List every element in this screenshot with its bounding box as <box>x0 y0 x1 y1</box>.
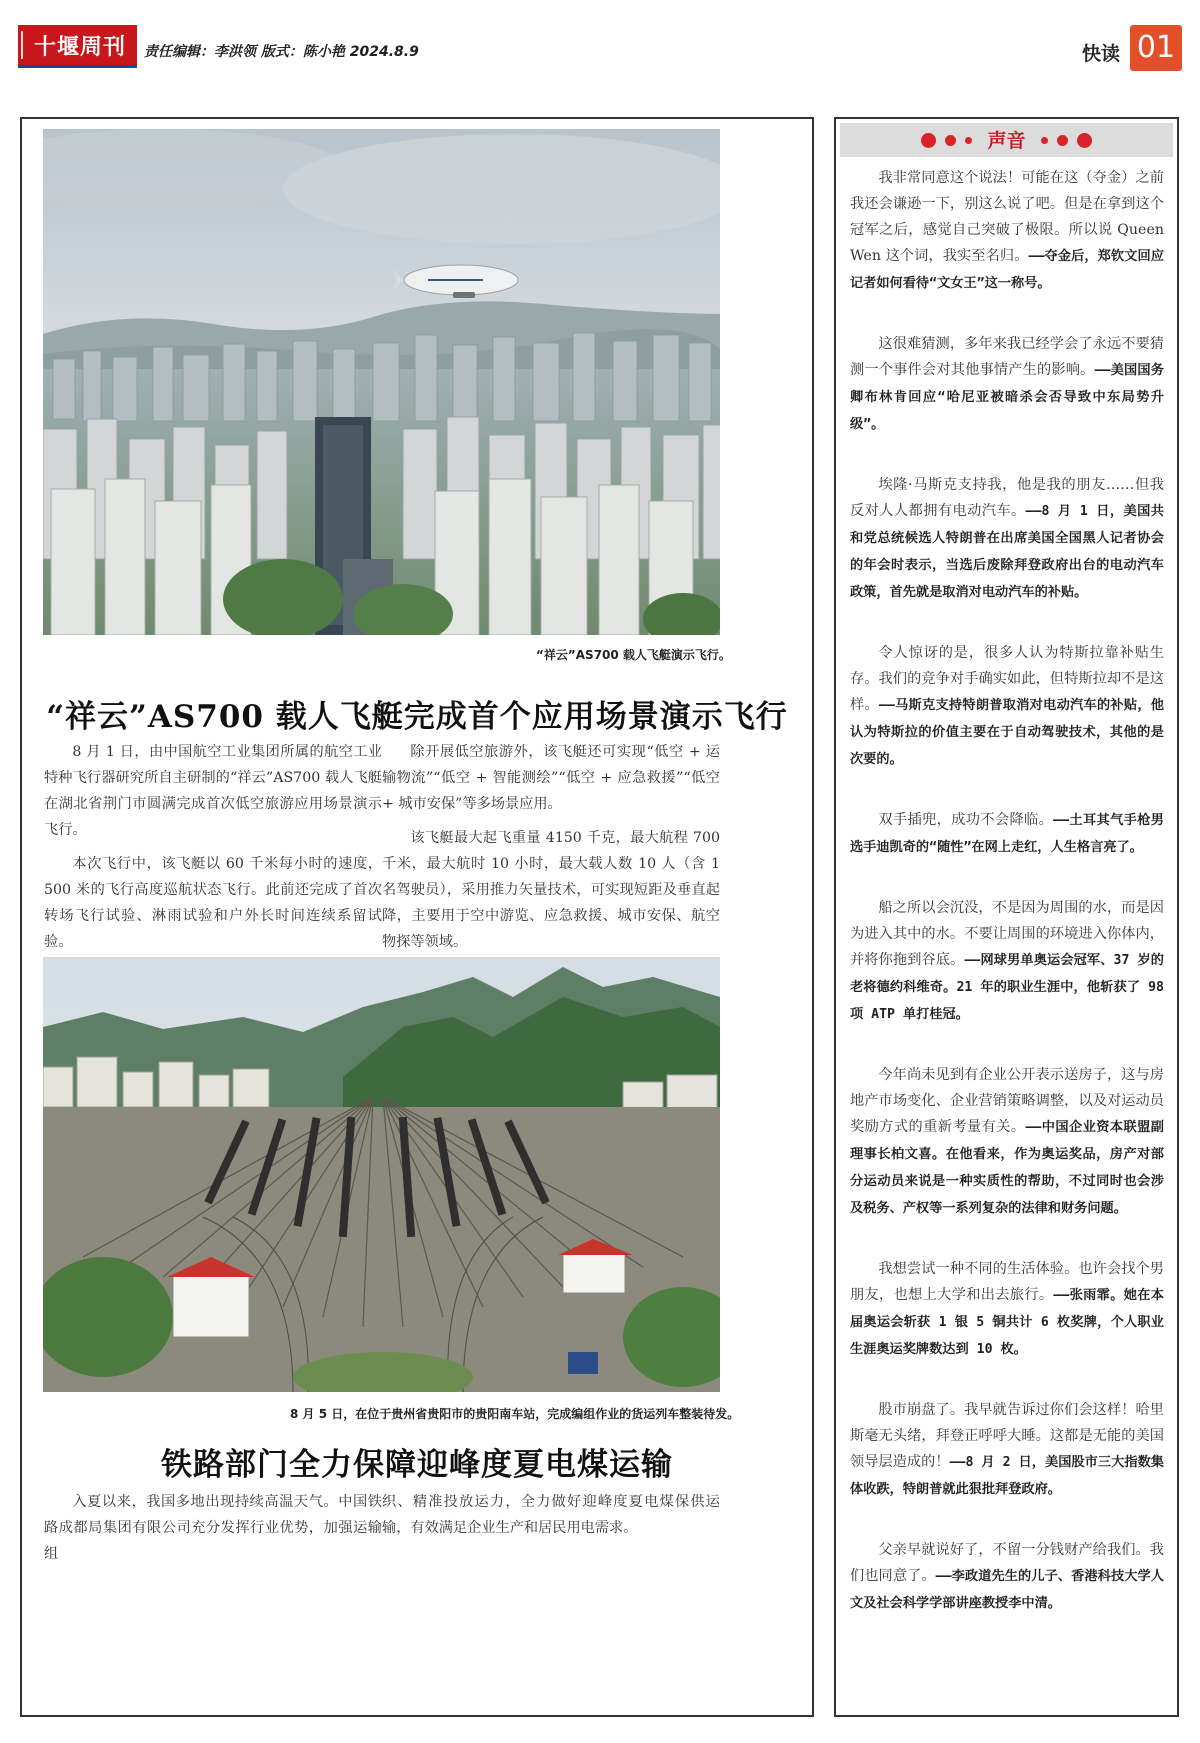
railway-yard-photo <box>43 957 720 1392</box>
airship-city-photo <box>43 129 720 635</box>
article2-body <box>44 1489 720 1567</box>
quote-source: ——中国企业资本联盟副理事长柏文喜。在他看来，作为奥运奖品，房产对部分运动员来说是一种实质性的帮助，不过同时也会涉及税务、产权等一系列复杂的法律和财务问题。 <box>850 1120 1164 1216</box>
article1-column-right <box>382 739 720 955</box>
quote-text: 今年尚未见到有企业公开表示送房子，这与房地产市场变化、企业营销策略调整，以及对运动员奖励方式的重新考量有关。 <box>850 1067 1164 1135</box>
quote-item <box>850 331 1164 438</box>
voices-section-bar <box>840 123 1173 157</box>
article1-title: “祥云”AS700 载人飞艇完成首个应用场景演示飞行 <box>46 699 788 735</box>
quote-source: ——8 月 2 日，美国股市三大指数集体收跌，特朗普就此狠批拜登政府。 <box>850 1455 1164 1497</box>
quote-source: ——马斯克支持特朗普取消对电动汽车的补贴，他认为特斯拉的价值主要在于自动驾驶技术，其他的是次要的。 <box>850 698 1164 767</box>
quote-item <box>850 895 1164 1028</box>
article2-paragraph: 织、精准投放运力，全力做好迎峰度夏电煤保供运输，有效满足企业生产和居民用电需求。 <box>382 1494 720 1536</box>
quote-source: ——夺金后，郑钦文回应记者如何看待“文女王”这一称号。 <box>850 249 1165 291</box>
article1-paragraph: 8 月 1 日，由中国航空工业集团所属的航空工业特种飞行器研究所自主研制的“祥云”AS700 载人飞艇在湖北省荆门市圆满完成首次低空旅游应用场景演示飞行。 <box>44 744 382 838</box>
article1-paragraph: 除开展低空旅游外，该飞艇还可实现“低空 + 运输物流”“低空 + 智能测绘”“低空 + 应急救援”“低空 + 城市安保”等多场景应用。 <box>382 744 720 812</box>
voices-section-title: 声音 <box>987 129 1026 152</box>
quote-source: ——网球男单奥运会冠军、37 岁的老将德约科维奇。21 年的职业生涯中，他斩获了 98 项 ATP 单打桂冠。 <box>850 953 1164 1022</box>
quote-text: 埃隆·马斯克支持我，他是我的朋友……但我反对人人都拥有电动汽车。 <box>850 477 1164 519</box>
red-dot-icon <box>1041 137 1048 144</box>
quote-item <box>850 472 1164 606</box>
quote-source: ——8 月 1 日，美国共和党总统候选人特朗普在出席美国全国黑人记者协会的年会时表示，当选后废除拜登政府出台的电动汽车政策，首先就是取消对电动汽车的补贴。 <box>850 504 1164 600</box>
quote-text: 父亲早就说好了，不留一分钱财产给我们。我们也同意了。 <box>850 1542 1164 1584</box>
photo1-caption: “祥云”AS700 载人飞艇演示飞行。 <box>536 648 731 662</box>
article2-column-right <box>382 1489 720 1567</box>
red-dot-icon <box>945 135 956 146</box>
section-name: 快读 <box>1082 43 1121 65</box>
masthead-title: 十堰周刊 <box>34 34 127 60</box>
quote-source: ——土耳其气手枪男选手迪凯奇的“随性”在网上走红，人生格言亮了。 <box>850 813 1164 855</box>
logo-mark-icon <box>21 31 31 59</box>
quote-text: 我想尝试一种不同的生活体验。也许会找个男朋友，也想上大学和出去旅行。 <box>850 1261 1164 1303</box>
quote-text: 令人惊讶的是，很多人认为特斯拉靠补贴生存。我们的竞争对手确实如此，但特斯拉却不是这样。 <box>850 645 1164 713</box>
quote-item <box>850 1062 1164 1222</box>
article1-body <box>44 739 720 955</box>
editor-credits: 责任编辑：李洪领 版式：陈小艳 2024.8.9 <box>144 44 419 60</box>
voices-sidebar <box>834 117 1179 1717</box>
red-dot-icon <box>921 133 936 148</box>
masthead-logo <box>18 25 137 68</box>
quote-item <box>850 807 1164 861</box>
red-dot-icon <box>965 137 972 144</box>
quote-list <box>850 165 1164 1651</box>
quote-item <box>850 165 1164 297</box>
red-dot-icon <box>1077 133 1092 148</box>
quote-text: 这很难猜测，多年来我已经学会了永远不要猜测一个事件会对其他事情产生的影响。 <box>850 336 1164 378</box>
quote-item <box>850 1256 1164 1363</box>
article2-paragraph: 入夏以来，我国多地出现持续高温天气。中国铁路成都局集团有限公司充分发挥行业优势，加强运输组 <box>44 1494 382 1562</box>
article2-column-left <box>44 1489 382 1567</box>
article1-paragraph: 本次飞行中，该飞艇以 60 千米每小时的速度，500 米的飞行高度巡航状态飞行。此前还完成了首次转场飞行试验、淋雨试验和户外长时间连续系留试验。 <box>44 856 382 950</box>
main-column <box>20 117 814 1717</box>
locomotive-icon <box>568 1352 598 1374</box>
quote-source: ——美国国务卿布林肯回应“哈尼亚被暗杀会否导致中东局势升级”。 <box>850 363 1164 432</box>
photo2-caption: 8 月 5 日，在位于贵州省贵阳市的贵阳南车站，完成编组作业的货运列车整装待发。 <box>290 1407 740 1421</box>
quote-text: 船之所以会沉没，不是因为周围的水，而是因为进入其中的水。不要让周围的环境进入你体内，并将你拖到谷底。 <box>850 900 1164 968</box>
quote-text: 股市崩盘了。我早就告诉过你们会这样！哈里斯毫无头绪，拜登正呼呼大睡。这都是无能的美国领导层造成的！ <box>850 1402 1164 1470</box>
quote-item <box>850 1537 1164 1617</box>
article2-title: 铁路部门全力保障迎峰度夏电煤运输 <box>161 1447 673 1483</box>
page-header <box>18 25 1182 71</box>
quote-text: 双手插兜，成功不会降临。 <box>878 812 1054 828</box>
article1-paragraph: 该飞艇最大起飞重量 4150 千克，最大航程 700 千米，最大航时 10 小时，最大载人数 10 人（含 1 名驾驶员），采用推力矢量技术，可实现短距及垂直起降，主要用于空中游览、应急救援、城市安保、航空物探等领域。 <box>382 830 720 950</box>
red-dot-icon <box>1057 135 1068 146</box>
quote-item <box>850 1397 1164 1503</box>
quote-source: ——李政道先生的儿子、香港科技大学人文及社会科学学部讲座教授李中清。 <box>850 1569 1164 1611</box>
quote-item <box>850 640 1164 773</box>
page-number-badge: 01 <box>1130 25 1182 71</box>
quote-text: 我非常同意这个说法！可能在这（夺金）之前我还会谦逊一下，别这么说了吧。但是在拿到这个冠军之后，感觉自己突破了极限。所以说 Queen Wen 这个词，我实至名归。 <box>850 170 1164 264</box>
quote-source: ——张雨霏。她在本届奥运会斩获 1 银 5 铜共计 6 枚奖牌，个人职业生涯奥运奖牌数达到 10 枚。 <box>850 1288 1164 1357</box>
article1-column-left <box>44 739 382 955</box>
